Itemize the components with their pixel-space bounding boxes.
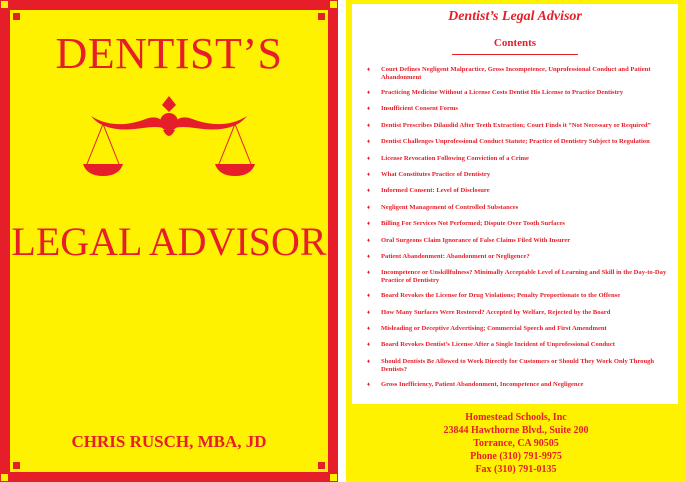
list-item-label: Dentist Challenges Unprofessional Conduct Statute; Practice of Dentistry Subject to Regulation <box>381 138 650 146</box>
cover-title-line2: LEGAL ADVISOR <box>11 219 327 264</box>
list-item <box>365 325 675 333</box>
list-item <box>365 204 675 212</box>
list-item-label: Incompetence or Unskillfulness? Minimally Acceptable Level of Learning and Skill in the Day-to-Day Practice of Dentistry <box>381 269 667 285</box>
bullet-icon: ♦ <box>367 221 371 228</box>
bullet-icon: ♦ <box>367 155 371 162</box>
corner-square <box>1 474 8 481</box>
bullet-icon: ♦ <box>367 309 371 316</box>
contents-heading: Contents <box>493 37 537 49</box>
corner-square <box>330 474 337 481</box>
bullet-icon: ♦ <box>367 204 371 211</box>
bullet-icon: ♦ <box>367 188 371 195</box>
cover-title-line1: DENTIST’S <box>55 29 283 78</box>
list-item-label: Board Revokes the License for Drug Violations; Penalty Proportionate to the Offense <box>381 292 621 300</box>
list-item-label: Dentist Prescribes Dilaudid After Teeth Extraction; Court Finds it “Not Necessary or Required” <box>381 121 651 129</box>
list-item <box>365 187 675 195</box>
bullet-icon: ♦ <box>367 106 371 113</box>
publisher-name: Homestead Schools, Inc <box>465 412 567 423</box>
list-item-label: Misleading or Deceptive Advertising; Commercial Speech and First Amendment <box>381 325 607 333</box>
list-item-label: How Many Surfaces Were Restored? Accepted by Welfare, Rejected by the Board <box>381 308 611 316</box>
list-item <box>365 138 675 146</box>
list-item <box>365 292 675 300</box>
front-cover <box>0 0 338 482</box>
publisher-city: Torrance, CA 90505 <box>473 438 559 449</box>
corner-square <box>1 1 8 8</box>
corner-square <box>318 462 325 469</box>
corner-square <box>13 13 20 20</box>
contents-panel <box>352 4 678 404</box>
bullet-icon: ♦ <box>367 270 371 277</box>
back-title: Dentist’s Legal Advisor <box>448 9 582 24</box>
bullet-icon: ♦ <box>367 122 371 129</box>
list-item <box>365 269 675 285</box>
cover-author: CHRIS RUSCH, MBA, JD <box>71 432 267 451</box>
publisher-street: 23844 Hawthorne Blvd., Suite 200 <box>443 425 589 436</box>
bullet-icon: ♦ <box>367 139 371 146</box>
list-item <box>365 66 675 82</box>
list-item-label: Oral Surgeons Claim Ignorance of False Claims Filed With Insurer <box>381 236 571 244</box>
bullet-icon: ♦ <box>367 358 371 365</box>
list-item <box>365 381 675 389</box>
list-item-label: Court Defines Negligent Malpractice, Gross Incompetence, Unprofessional Conduct and Patient Abandonment <box>381 66 651 81</box>
back-cover <box>346 0 686 482</box>
list-item-label: Practicing Medicine Without a License Costs Dentist His License to Practice Dentistry <box>381 89 624 96</box>
list-item <box>365 122 675 130</box>
publisher-fax: Fax (310) 791-0135 <box>475 464 557 475</box>
list-item <box>365 253 675 261</box>
list-item-label: License Revocation Following Conviction of a Crime <box>381 154 529 162</box>
bullet-icon: ♦ <box>367 342 371 349</box>
bullet-icon: ♦ <box>367 237 371 244</box>
scales-of-justice-icon <box>83 96 255 186</box>
list-item <box>365 341 675 349</box>
list-item-label: Billing For Services Not Performed; Dispute Over Tooth Surfaces <box>381 220 565 228</box>
corner-square <box>318 13 325 20</box>
list-item-label: What Constitutes Practice of Dentistry <box>381 170 491 178</box>
list-item <box>365 358 675 374</box>
bullet-icon: ♦ <box>367 381 371 388</box>
list-item <box>365 89 675 97</box>
table-of-contents <box>365 66 675 397</box>
list-item-label: Informed Consent: Level of Disclosure <box>381 187 490 195</box>
list-item-label: Patient Abandonment: Abandonment or Negligence? <box>381 252 530 260</box>
list-item-label: Insufficient Consent Forms <box>381 105 458 113</box>
list-item <box>365 155 675 163</box>
front-cover-panel <box>10 10 328 472</box>
list-item <box>365 105 675 113</box>
bullet-icon: ♦ <box>367 67 371 73</box>
bullet-icon: ♦ <box>367 253 371 260</box>
corner-square <box>330 1 337 8</box>
list-item-label: Gross Inefficiency, Patient Abandonment, Incompetence and Negligence <box>381 380 584 388</box>
bullet-icon: ♦ <box>367 171 371 178</box>
bullet-icon: ♦ <box>367 90 371 96</box>
heading-divider <box>452 54 578 55</box>
bullet-icon: ♦ <box>367 326 371 333</box>
list-item <box>365 171 675 179</box>
list-item-label: Negligent Management of Controlled Substances <box>381 203 519 211</box>
bullet-icon: ♦ <box>367 293 371 300</box>
list-item-label: Board Revokes Dentist’s License After a Single Incident of Unprofessional Conduct <box>381 341 615 349</box>
publisher-address <box>346 411 686 476</box>
list-item-label: Should Dentists Be Allowed to Work Directly for Customers or Should They Work Only Through Dentists? <box>381 357 655 373</box>
list-item <box>365 309 675 317</box>
list-item <box>365 220 675 228</box>
corner-square <box>13 462 20 469</box>
list-item <box>365 237 675 245</box>
publisher-phone: Phone (310) 791-9975 <box>470 451 562 462</box>
